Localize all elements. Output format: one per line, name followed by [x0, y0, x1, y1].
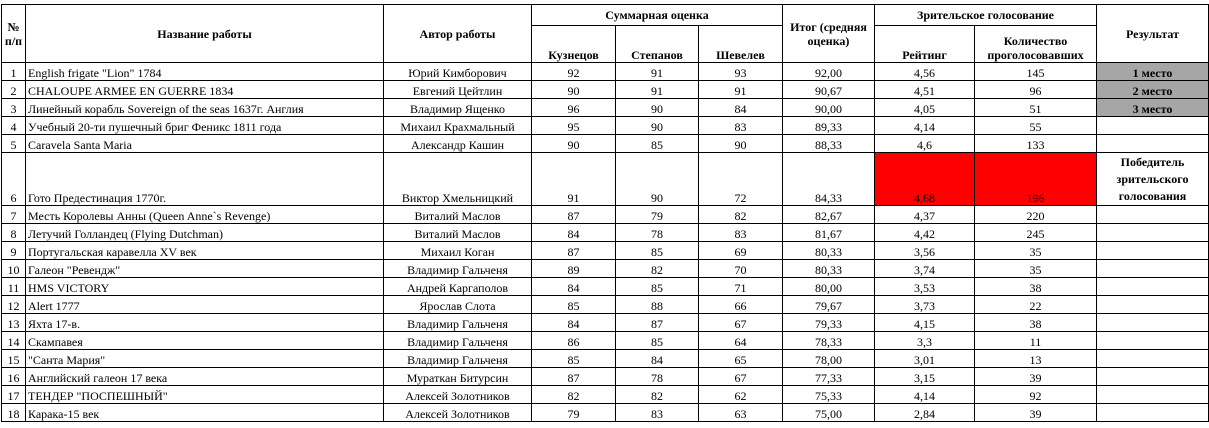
- cell-votes: 133: [975, 135, 1097, 153]
- cell-judge-1: 87: [532, 242, 616, 260]
- cell-author: Владимир Гальченя: [384, 350, 532, 368]
- header-judge-1: Кузнецов: [532, 26, 616, 63]
- cell-judge-2: 78: [616, 368, 699, 386]
- cell-total: 88,33: [783, 135, 875, 153]
- cell-author: Михаил Крахмальный: [384, 117, 532, 135]
- cell-judge-2: 82: [616, 260, 699, 278]
- cell-result: [1097, 386, 1209, 404]
- table-row: [2, 153, 1209, 206]
- cell-votes: 38: [975, 278, 1097, 296]
- cell-rating: 4,51: [875, 81, 975, 99]
- cell-result: Победитель зрительского голосования: [1097, 153, 1209, 206]
- cell-result: [1097, 117, 1209, 135]
- cell-title: HMS VICTORY: [26, 278, 384, 296]
- cell-title: Alert 1777: [26, 296, 384, 314]
- cell-author: Владимир Гальченя: [384, 332, 532, 350]
- header-author: Автор работы: [384, 5, 532, 63]
- cell-result: [1097, 350, 1209, 368]
- cell-total: 80,33: [783, 242, 875, 260]
- cell-result: 2 место: [1097, 81, 1209, 99]
- cell-rating: 3,74: [875, 260, 975, 278]
- cell-votes: 22: [975, 296, 1097, 314]
- cell-num: 14: [2, 332, 26, 350]
- cell-rating: 4,15: [875, 314, 975, 332]
- cell-rating: 3,01: [875, 350, 975, 368]
- cell-judge-1: 84: [532, 224, 616, 242]
- cell-votes: 145: [975, 63, 1097, 81]
- cell-judge-1: 82: [532, 386, 616, 404]
- cell-judge-3: 90: [699, 135, 783, 153]
- cell-title: Английский галеон 17 века: [26, 368, 384, 386]
- cell-result: [1097, 206, 1209, 224]
- cell-author: Владимир Гальченя: [384, 314, 532, 332]
- cell-num: 15: [2, 350, 26, 368]
- cell-total: 78,00: [783, 350, 875, 368]
- cell-result: [1097, 135, 1209, 153]
- cell-judge-1: 79: [532, 404, 616, 422]
- cell-judge-3: 93: [699, 63, 783, 81]
- cell-judge-2: 90: [616, 153, 699, 206]
- cell-author: Виктор Хмельницкий: [384, 153, 532, 206]
- header-num: № п/п: [2, 5, 26, 63]
- cell-total: 80,33: [783, 260, 875, 278]
- cell-judge-1: 87: [532, 368, 616, 386]
- cell-rating: 3,56: [875, 242, 975, 260]
- cell-judge-3: 65: [699, 350, 783, 368]
- cell-title: Скампавея: [26, 332, 384, 350]
- header-judge-2: Степанов: [616, 26, 699, 63]
- table-row: [2, 63, 1209, 81]
- cell-author: Александр Кашин: [384, 135, 532, 153]
- cell-rating: 3,15: [875, 368, 975, 386]
- cell-judge-3: 83: [699, 117, 783, 135]
- cell-total: 79,67: [783, 296, 875, 314]
- cell-title: Месть Королевы Анны (Queen Anne`s Revenge): [26, 206, 384, 224]
- cell-judge-3: 64: [699, 332, 783, 350]
- cell-total: 78,33: [783, 332, 875, 350]
- header-judge-3: Шевелев: [699, 26, 783, 63]
- cell-votes: 38: [975, 314, 1097, 332]
- cell-rating: 4,6: [875, 135, 975, 153]
- cell-judge-1: 90: [532, 81, 616, 99]
- cell-judge-1: 84: [532, 278, 616, 296]
- cell-num: 16: [2, 368, 26, 386]
- cell-author: Евгений Цейтлин: [384, 81, 532, 99]
- cell-title: Гото Предестинация 1770г.: [26, 153, 384, 206]
- cell-total: 77,33: [783, 368, 875, 386]
- cell-judge-3: 66: [699, 296, 783, 314]
- cell-result: [1097, 242, 1209, 260]
- cell-votes: 11: [975, 332, 1097, 350]
- cell-judge-1: 84: [532, 314, 616, 332]
- cell-judge-1: 89: [532, 260, 616, 278]
- cell-judge-2: 88: [616, 296, 699, 314]
- table-row: [2, 224, 1209, 242]
- cell-votes: 196: [975, 153, 1097, 206]
- cell-votes: 96: [975, 81, 1097, 99]
- cell-total: 90,00: [783, 99, 875, 117]
- cell-total: 75,00: [783, 404, 875, 422]
- cell-judge-2: 90: [616, 117, 699, 135]
- cell-judge-2: 82: [616, 386, 699, 404]
- cell-votes: 35: [975, 242, 1097, 260]
- cell-num: 11: [2, 278, 26, 296]
- table-row: [2, 386, 1209, 404]
- cell-title: Карака-15 век: [26, 404, 384, 422]
- cell-judge-1: 87: [532, 206, 616, 224]
- cell-author: Алексей Золотников: [384, 404, 532, 422]
- cell-judge-1: 85: [532, 350, 616, 368]
- cell-judge-2: 90: [616, 99, 699, 117]
- cell-author: Ярослав Слота: [384, 296, 532, 314]
- cell-title: CHALOUPE ARMEE EN GUERRE 1834: [26, 81, 384, 99]
- cell-rating: 4,37: [875, 206, 975, 224]
- cell-title: Яхта 17-в.: [26, 314, 384, 332]
- cell-total: 90,67: [783, 81, 875, 99]
- cell-votes: 55: [975, 117, 1097, 135]
- cell-num: 4: [2, 117, 26, 135]
- table-row: [2, 332, 1209, 350]
- cell-author: Андрей Каргаполов: [384, 278, 532, 296]
- cell-num: 13: [2, 314, 26, 332]
- cell-rating: 2,84: [875, 404, 975, 422]
- cell-judge-2: 85: [616, 135, 699, 153]
- cell-num: 8: [2, 224, 26, 242]
- cell-judge-2: 84: [616, 350, 699, 368]
- cell-num: 2: [2, 81, 26, 99]
- header-votes: Количество проголосовавших: [975, 26, 1097, 63]
- cell-title: Португальская каравелла XV век: [26, 242, 384, 260]
- table-row: [2, 260, 1209, 278]
- cell-title: Летучий Голландец (Flying Dutchman): [26, 224, 384, 242]
- cell-result: [1097, 368, 1209, 386]
- cell-num: 1: [2, 63, 26, 81]
- table-row: [2, 314, 1209, 332]
- cell-votes: 35: [975, 260, 1097, 278]
- cell-rating: 4,68: [875, 153, 975, 206]
- cell-author: Мураткан Битурсин: [384, 368, 532, 386]
- cell-rating: 4,56: [875, 63, 975, 81]
- cell-votes: 51: [975, 99, 1097, 117]
- cell-title: Учебный 20-ти пушечный бриг Феникс 1811 года: [26, 117, 384, 135]
- results-table: [1, 4, 1209, 422]
- cell-result: 3 место: [1097, 99, 1209, 117]
- cell-author: Алексей Золотников: [384, 386, 532, 404]
- cell-judge-3: 62: [699, 386, 783, 404]
- cell-num: 17: [2, 386, 26, 404]
- cell-total: 81,67: [783, 224, 875, 242]
- cell-num: 5: [2, 135, 26, 153]
- cell-judge-1: 95: [532, 117, 616, 135]
- cell-judge-3: 67: [699, 368, 783, 386]
- header-audience-vote: Зрительское голосование: [875, 5, 1097, 26]
- cell-num: 18: [2, 404, 26, 422]
- table-row: [2, 278, 1209, 296]
- cell-judge-1: 90: [532, 135, 616, 153]
- header-total: Итог (средняя оценка): [783, 5, 875, 63]
- cell-num: 6: [2, 153, 26, 206]
- cell-author: Виталий Маслов: [384, 206, 532, 224]
- cell-num: 12: [2, 296, 26, 314]
- cell-votes: 245: [975, 224, 1097, 242]
- cell-rating: 4,14: [875, 117, 975, 135]
- table-body: [2, 63, 1209, 422]
- cell-judge-3: 71: [699, 278, 783, 296]
- table-row: [2, 117, 1209, 135]
- table-row: [2, 135, 1209, 153]
- table-header: [2, 5, 1209, 63]
- cell-title: ТЕНДЕР "ПОСПЕШНЫЙ": [26, 386, 384, 404]
- cell-title: English frigate "Lion" 1784: [26, 63, 384, 81]
- cell-total: 80,00: [783, 278, 875, 296]
- cell-author: Владимир Гальченя: [384, 260, 532, 278]
- table-row: [2, 81, 1209, 99]
- cell-result: [1097, 260, 1209, 278]
- cell-judge-2: 83: [616, 404, 699, 422]
- cell-author: Виталий Маслов: [384, 224, 532, 242]
- cell-result: [1097, 332, 1209, 350]
- cell-judge-2: 79: [616, 206, 699, 224]
- cell-num: 10: [2, 260, 26, 278]
- cell-judge-2: 87: [616, 314, 699, 332]
- cell-judge-2: 85: [616, 242, 699, 260]
- header-title: Название работы: [26, 5, 384, 63]
- cell-judge-2: 91: [616, 63, 699, 81]
- cell-votes: 92: [975, 386, 1097, 404]
- cell-result: [1097, 296, 1209, 314]
- cell-judge-3: 70: [699, 260, 783, 278]
- cell-judge-2: 85: [616, 278, 699, 296]
- cell-author: Юрий Кимборович: [384, 63, 532, 81]
- cell-rating: 3,3: [875, 332, 975, 350]
- cell-judge-1: 92: [532, 63, 616, 81]
- cell-result: 1 место: [1097, 63, 1209, 81]
- cell-judge-1: 91: [532, 153, 616, 206]
- cell-num: 7: [2, 206, 26, 224]
- cell-total: 84,33: [783, 153, 875, 206]
- table-row: [2, 206, 1209, 224]
- table-row: [2, 99, 1209, 117]
- cell-result: [1097, 404, 1209, 422]
- cell-judge-2: 78: [616, 224, 699, 242]
- table-row: [2, 296, 1209, 314]
- cell-judge-1: 86: [532, 332, 616, 350]
- cell-result: [1097, 314, 1209, 332]
- cell-judge-1: 96: [532, 99, 616, 117]
- table-row: [2, 242, 1209, 260]
- cell-author: Владимир Ященко: [384, 99, 532, 117]
- cell-votes: 220: [975, 206, 1097, 224]
- cell-num: 9: [2, 242, 26, 260]
- cell-judge-3: 67: [699, 314, 783, 332]
- cell-judge-2: 85: [616, 332, 699, 350]
- header-sum-score: Суммарная оценка: [532, 5, 783, 26]
- cell-judge-3: 83: [699, 224, 783, 242]
- cell-result: [1097, 278, 1209, 296]
- table-row: [2, 368, 1209, 386]
- cell-num: 3: [2, 99, 26, 117]
- cell-total: 75,33: [783, 386, 875, 404]
- header-result: Результат: [1097, 5, 1209, 63]
- table-row: [2, 350, 1209, 368]
- cell-votes: 13: [975, 350, 1097, 368]
- cell-result: [1097, 224, 1209, 242]
- cell-judge-3: 82: [699, 206, 783, 224]
- cell-rating: 3,73: [875, 296, 975, 314]
- cell-title: Caravela Santa Maria: [26, 135, 384, 153]
- cell-votes: 39: [975, 404, 1097, 422]
- cell-votes: 39: [975, 368, 1097, 386]
- cell-judge-3: 84: [699, 99, 783, 117]
- cell-total: 79,33: [783, 314, 875, 332]
- cell-rating: 4,14: [875, 386, 975, 404]
- cell-total: 89,33: [783, 117, 875, 135]
- cell-rating: 4,42: [875, 224, 975, 242]
- table-row: [2, 404, 1209, 422]
- header-rating: Рейтинг: [875, 26, 975, 63]
- cell-judge-3: 72: [699, 153, 783, 206]
- cell-title: Галеон "Ревендж": [26, 260, 384, 278]
- cell-title: Линейный корабль Sovereign of the seas 1637г. Англия: [26, 99, 384, 117]
- cell-judge-3: 69: [699, 242, 783, 260]
- cell-judge-2: 91: [616, 81, 699, 99]
- cell-judge-1: 85: [532, 296, 616, 314]
- cell-rating: 3,53: [875, 278, 975, 296]
- cell-judge-3: 91: [699, 81, 783, 99]
- cell-rating: 4,05: [875, 99, 975, 117]
- cell-title: "Санта Мария": [26, 350, 384, 368]
- cell-total: 92,00: [783, 63, 875, 81]
- cell-total: 82,67: [783, 206, 875, 224]
- cell-judge-3: 63: [699, 404, 783, 422]
- cell-author: Михаил Коган: [384, 242, 532, 260]
